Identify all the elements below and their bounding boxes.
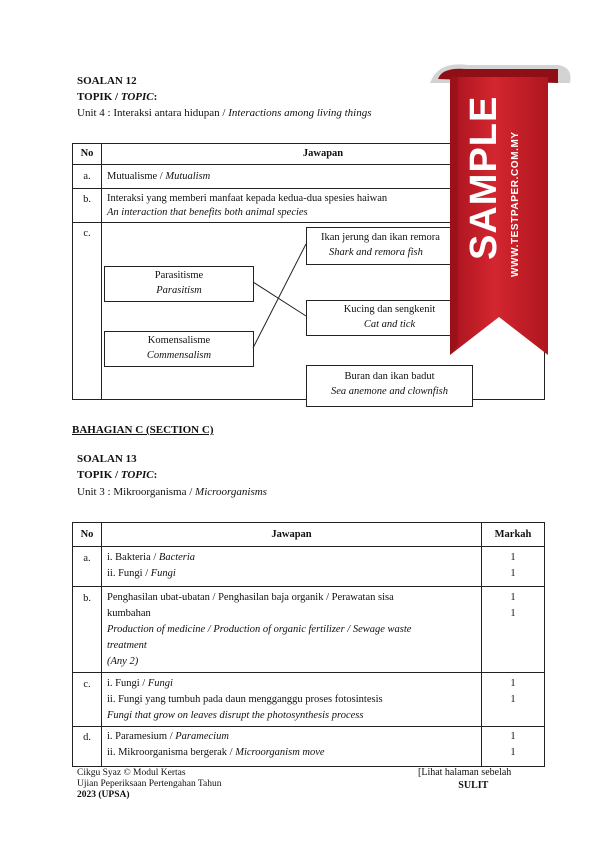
q13-col-markah: Markah [482, 523, 545, 547]
q13-topik-label: TOPIK / [77, 469, 121, 481]
q12-topik-label: TOPIK / [77, 91, 121, 103]
q13-col-no: No [73, 523, 102, 547]
q13-unit-ms: Unit 3 : Mikroorganisma / [77, 486, 196, 498]
q13-row-a-no: a. [73, 547, 102, 587]
q12-soalan: SOALAN 12 [77, 75, 137, 87]
q12-row-b-answer: Interaksi yang memberi manfaat kepada kedua-dua spesies haiwan An interaction that benefits both animal species [102, 189, 545, 223]
q13-row-a-marks: 1 1 [482, 547, 545, 587]
q13-col-jawapan: Jawapan [102, 523, 482, 547]
footer-right [418, 766, 511, 792]
connector-commensalism-shark [253, 244, 306, 348]
q13-answer-table [72, 522, 545, 767]
footer-exam: Ujian Peperiksaan Pertengahan Tahun [77, 779, 222, 789]
q13-row-a-answer: i. Bakteria / Bacteria ii. Fungi / Fungi [102, 547, 482, 587]
diagram-box-parasitism: Parasitisme Parasitism [104, 266, 254, 302]
diagram-box-anemone-clownfish: Buran dan ikan badut Sea anemone and clownfish [306, 365, 473, 407]
q13-row-d-no: d. [73, 727, 102, 767]
q13-topik [77, 468, 157, 482]
q12-row-b-no: b. [73, 189, 102, 223]
q13-topic-colon: : [153, 469, 158, 481]
footer-sulit: SULIT [458, 780, 489, 791]
q13-row-d-marks: 1 1 [482, 727, 545, 767]
q12-unit-en: Interactions among living things [228, 107, 372, 119]
ribbon-url-text: WWW.TESTPAPER.COM.MY [510, 131, 521, 277]
q13-row-c-no: c. [73, 673, 102, 727]
q12-topic-colon: : [153, 91, 158, 103]
diagram-box-shark-remora: Ikan jerung dan ikan remora Shark and remora fish [306, 227, 473, 265]
table-row [73, 727, 545, 767]
q13-row-b-marks: 1 1 [482, 587, 545, 673]
q12-col-no: No [73, 144, 102, 165]
q12-row-a-no: a. [73, 165, 102, 189]
q13-unit-en: Microorganisms [195, 486, 267, 498]
q13-row-c-marks: 1 1 [482, 673, 545, 727]
table-row [73, 547, 545, 587]
q13-row-d-answer: i. Paramesium / Paramecium ii. Mikroorganisma bergerak / Microorganism move [102, 727, 482, 767]
footer-year: 2023 (UPSA) [77, 790, 130, 800]
q13-soalan: SOALAN 13 [77, 453, 137, 465]
q13-row-b-no: b. [73, 587, 102, 673]
q13-row-b-answer: Penghasilan ubat-ubatan / Penghasilan baja organik / Perawatan sisa kumbahan Production of medicine / Production of organic fertilizer / Sewage waste treatment (Any 2) [102, 587, 482, 673]
section-c-heading: BAHAGIAN C (SECTION C) [72, 424, 214, 436]
q12-row-c-no: c. [73, 223, 102, 400]
footer-author: Cikgu Syaz © Modul Kertas [77, 768, 186, 778]
q12-row-a-answer: Mutualisme / Mutualism [102, 165, 545, 189]
sample-ribbon-watermark [408, 55, 578, 365]
footer-next-page: [Lihat halaman sebelah [418, 767, 512, 778]
connector-parasitism-cat [253, 282, 306, 316]
table-row [73, 673, 545, 727]
diagram-box-commensalism: Komensalisme Commensalism [104, 331, 254, 367]
q12-col-jawapan: Jawapan [102, 144, 545, 165]
q12-unit-ms: Unit 4 : Interaksi antara hidupan / [77, 107, 229, 119]
q12-topic-label: TOPIC [120, 91, 154, 103]
q13-row-c-answer: i. Fungi / Fungi ii. Fungi yang tumbuh pada daun mengganggu proses fotosintesis Fungi that grow on leaves disrupt the photosynthesis process [102, 673, 482, 727]
q13-topic-label: TOPIC [120, 469, 154, 481]
q13-unit [77, 485, 267, 499]
diagram-box-cat-tick: Kucing dan sengkenit Cat and tick [306, 300, 473, 336]
footer-left [77, 768, 222, 801]
ribbon-sample-text: SAMPLE [463, 95, 505, 260]
table-row [73, 587, 545, 673]
